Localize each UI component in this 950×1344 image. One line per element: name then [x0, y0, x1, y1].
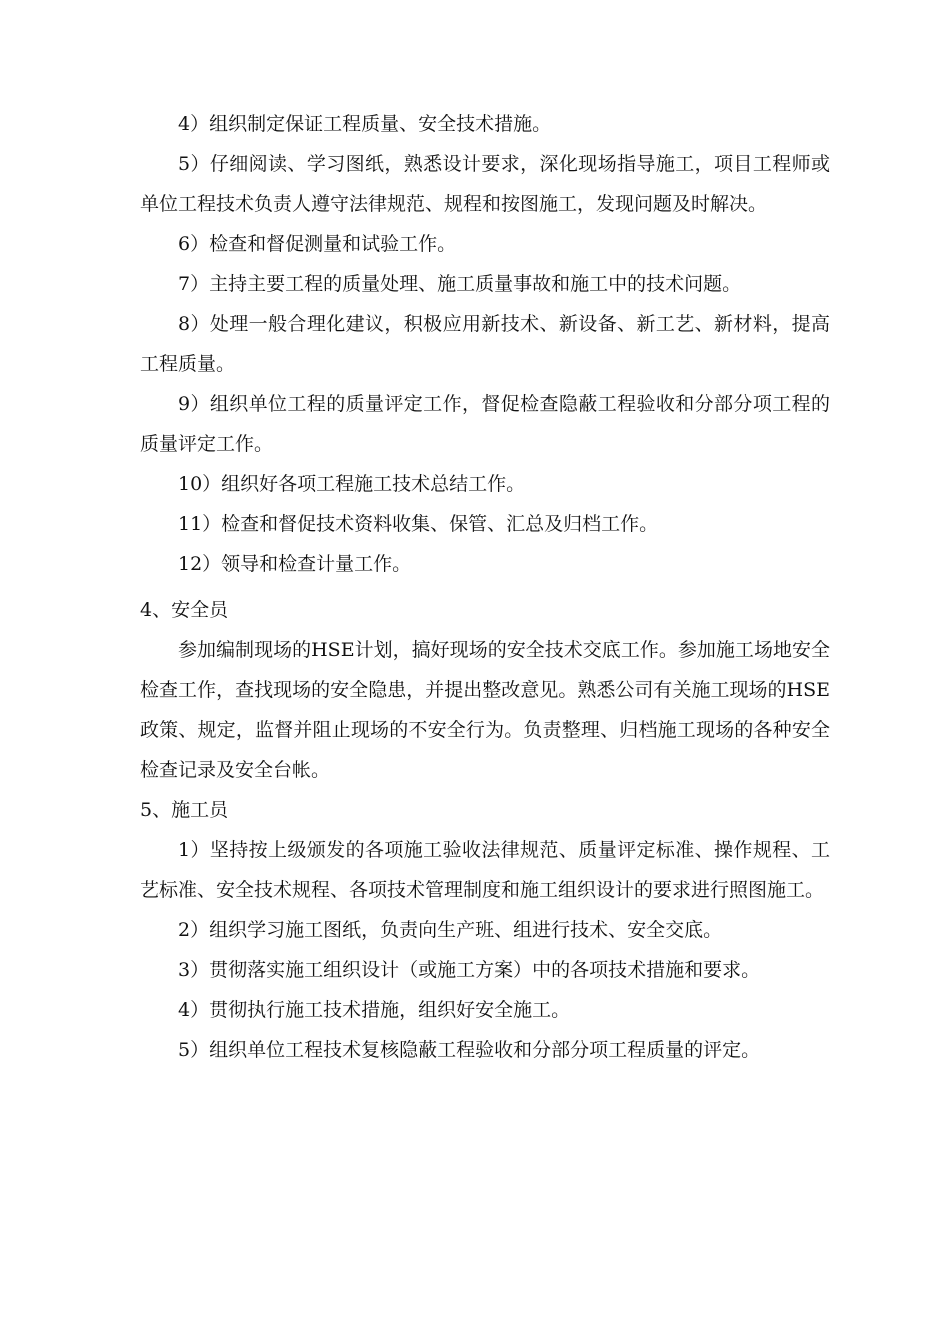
paragraph-item-11: 11）检查和督促技术资料收集、保管、汇总及归档工作。: [178, 513, 659, 535]
paragraph-item-10: 10）组织好各项工程施工技术总结工作。: [178, 473, 526, 495]
paragraph-item-12: 12）领导和检查计量工作。: [178, 553, 412, 575]
document-page: [140, 104, 830, 1070]
paragraph-item-9: 9）组织单位工程的质量评定工作，督促检查隐蔽工程验收和分部分项工程的质量评定工作。: [140, 393, 830, 455]
section-heading-construction-worker: 5、施工员: [140, 799, 229, 821]
paragraph-item-4: 4）组织制定保证工程质量、安全技术措施。: [178, 113, 552, 135]
paragraph-item-6: 6）检查和督促测量和试验工作。: [178, 233, 457, 255]
paragraph-item-8: 8）处理一般合理化建议，积极应用新技术、新设备、新工艺、新材料，提高工程质量。: [140, 313, 830, 375]
construction-item-3: 3）贯彻落实施工组织设计（或施工方案）中的各项技术措施和要求。: [178, 959, 761, 981]
construction-item-1: 1）坚持按上级颁发的各项施工验收法律规范、质量评定标准、操作规程、工艺标准、安全技术规程、各项技术管理制度和施工组织设计的要求进行照图施工。: [140, 839, 830, 901]
safety-officer-body: 参加编制现场的HSE计划，搞好现场的安全技术交底工作。参加施工场地安全检查工作，查找现场的安全隐患，并提出整改意见。熟悉公司有关施工现场的HSE政策、规定，监督并阻止现场的不安全行为。负责整理、归档施工现场的各种安全检查记录及安全台帐。: [140, 639, 830, 781]
section-heading-safety-officer: 4、安全员: [140, 599, 229, 621]
construction-item-2: 2）组织学习施工图纸，负责向生产班、组进行技术、安全交底。: [178, 919, 723, 941]
construction-item-4: 4）贯彻执行施工技术措施，组织好安全施工。: [178, 999, 571, 1021]
paragraph-item-5: 5）仔细阅读、学习图纸，熟悉设计要求，深化现场指导施工，项目工程师或单位工程技术负责人遵守法律规范、规程和按图施工，发现问题及时解决。: [140, 153, 830, 215]
construction-item-5: 5）组织单位工程技术复核隐蔽工程验收和分部分项工程质量的评定。: [178, 1039, 761, 1061]
paragraph-item-7: 7）主持主要工程的质量处理、施工质量事故和施工中的技术问题。: [178, 273, 742, 295]
